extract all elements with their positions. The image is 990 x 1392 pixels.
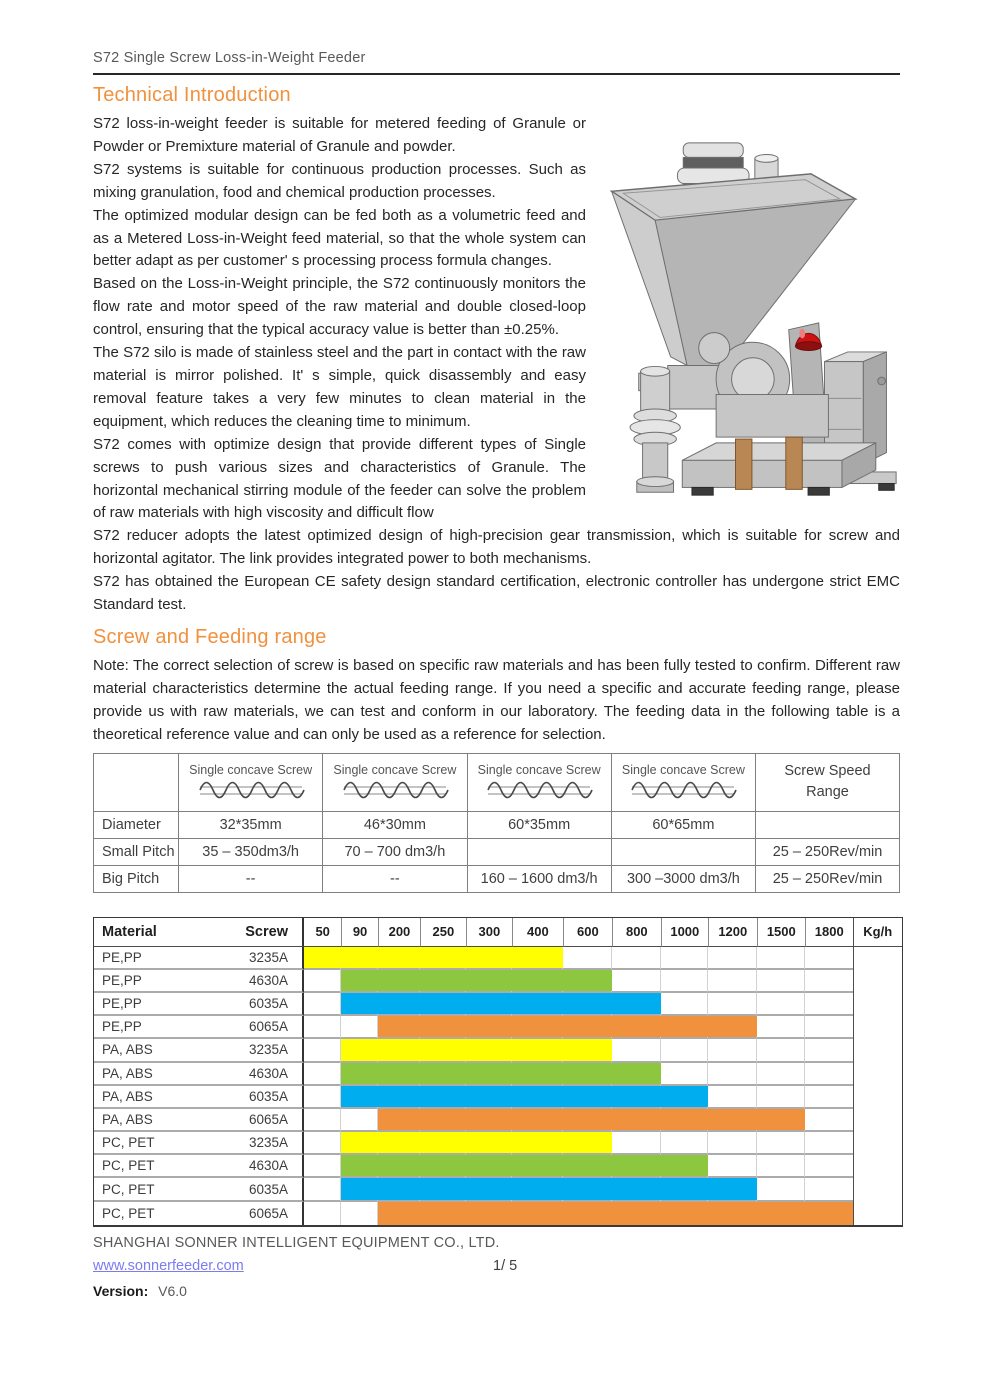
intro-paragraph: S72 loss-in-weight feeder is suitable for metered feeding of Granule or Powder or Premixture material of Granule and powder. <box>93 115 586 155</box>
chart-unit-column-cell <box>853 1016 903 1039</box>
chart-material-header: Material <box>94 918 204 947</box>
chart-grid-cell <box>805 1109 852 1132</box>
section-heading-screw-feeding-range: Screw and Feeding range <box>93 625 327 648</box>
chart-tick-label: 1000 <box>661 918 708 947</box>
chart-grid-cell <box>805 1155 852 1178</box>
chart-grid-cell <box>757 1063 805 1086</box>
chart-grid-cell <box>708 970 756 993</box>
chart-row-material: PE,PP <box>94 993 204 1016</box>
chart-row-screw: 6035A <box>204 1086 304 1109</box>
chart-row-material: PC, PET <box>94 1178 204 1201</box>
chart-row-screw: 6035A <box>204 1178 304 1201</box>
chart-grid-cell <box>304 1155 341 1178</box>
chart-grid-cell <box>805 1063 852 1086</box>
chart-range-bar <box>378 1016 757 1037</box>
chart-grid-cell <box>661 970 708 993</box>
intro-paragraph: S72 reducer adopts the latest optimized design of high-precision gear transmission, which is suitable for screw and horizontal agitator. The link provides integrated power to both mechanisms. <box>93 527 900 568</box>
intro-paragraph: S72 comes with optimize design that provide different types of Single screws to push various sizes and characteristics of Granule. The horizontal mechanical stirring module of the feeder can solve the problem of raw materials with high viscosity and difficult flow <box>93 435 586 522</box>
website-link[interactable]: www.sonnerfeeder.com <box>93 1257 244 1274</box>
chart-grid-cell <box>612 1039 660 1062</box>
chart-grid-cell <box>341 1109 377 1132</box>
chart-range-bar <box>341 1039 612 1060</box>
chart-range-bar <box>341 970 612 991</box>
chart-row-material: PC, PET <box>94 1155 204 1178</box>
chart-row-material: PE,PP <box>94 1016 204 1039</box>
running-header: S72 Single Screw Loss-in-Weight Feeder <box>93 50 366 66</box>
spec-speed-header: Screw Speed Range <box>756 753 900 811</box>
chart-grid-cell <box>805 1086 852 1109</box>
chart-tick-label: 1200 <box>708 918 756 947</box>
chart-range-bar <box>341 1155 708 1176</box>
chart-unit-label: Kg/h <box>853 918 903 947</box>
feeder-3d-illustration <box>600 127 900 513</box>
chart-grid-cell <box>805 970 852 993</box>
spec-row-big-pitch: Big Pitch -- -- 160 – 1600 dm3/h 300 –3000 dm3/h 25 – 250Rev/min <box>94 865 900 892</box>
chart-grid-cell <box>563 947 612 970</box>
intro-paragraph: The optimized modular design can be fed both as a volumetric feed and as a Metered Loss-in-Weight feed material, so that the whole system can better adapt as per customer' s processing process formula changes. <box>93 206 586 270</box>
chart-unit-column-cell <box>853 1155 903 1178</box>
chart-grid-cell <box>805 947 852 970</box>
chart-grid-cell <box>612 1132 660 1155</box>
chart-tick-label: 300 <box>466 918 512 947</box>
technical-introduction-body <box>93 113 900 617</box>
chart-grid-cell <box>757 1155 805 1178</box>
chart-grid-cell <box>708 1039 756 1062</box>
chart-range-bar <box>341 1063 660 1084</box>
chart-row-material: PA, ABS <box>94 1039 204 1062</box>
spec-row-small-pitch: Small Pitch 35 – 350dm3/h 70 – 700 dm3/h 25 – 250Rev/min <box>94 838 900 865</box>
chart-row-material: PC, PET <box>94 1132 204 1155</box>
chart-grid-cell <box>757 1132 805 1155</box>
chart-grid-cell <box>661 947 708 970</box>
screw-profile-icon <box>196 779 306 801</box>
chart-grid-cell <box>757 1178 805 1201</box>
chart-grid-cell <box>304 1016 341 1039</box>
version-label: Version: <box>93 1282 149 1299</box>
chart-range-bar <box>378 1202 853 1225</box>
chart-row-material: PC, PET <box>102 1205 155 1221</box>
chart-grid-cell <box>341 1016 377 1039</box>
chart-row-screw: 3235A <box>204 1039 304 1062</box>
footer-company: SHANGHAI SONNER INTELLIGENT EQUIPMENT CO., LTD. <box>93 1234 500 1251</box>
chart-grid-cell <box>708 1155 756 1178</box>
chart-row-material: PA, ABS <box>94 1063 204 1086</box>
chart-grid-cell <box>661 1039 708 1062</box>
chart-row-screw: 6065A <box>204 1202 304 1225</box>
chart-grid-cell <box>708 947 756 970</box>
chart-row-screw: 6065A <box>204 1109 304 1132</box>
page-footer <box>93 1235 900 1299</box>
page-number: 1/ 5 <box>493 1257 518 1274</box>
product-image <box>600 127 900 513</box>
chart-grid-cell <box>757 947 805 970</box>
screw-spec-table <box>93 753 900 893</box>
chart-grid-cell <box>708 1063 756 1086</box>
chart-range-bar <box>341 993 660 1014</box>
chart-grid-cell <box>757 1016 805 1039</box>
feeding-range-chart <box>93 917 903 1227</box>
chart-row-screw: 6065A <box>204 1016 304 1039</box>
chart-row-screw: 3235A <box>204 947 304 970</box>
chart-grid-cell <box>304 1178 341 1201</box>
chart-unit-column-cell <box>853 1202 903 1225</box>
chart-grid-cell <box>805 1016 852 1039</box>
spec-corner-cell <box>94 753 179 811</box>
spec-screw-header: Single concave Screw <box>179 753 323 811</box>
header-rule <box>93 73 900 75</box>
chart-unit-column-cell <box>853 1132 903 1155</box>
chart-grid-cell <box>757 970 805 993</box>
chart-grid-cell <box>757 1086 805 1109</box>
chart-grid-cell <box>708 1086 756 1109</box>
chart-grid-cell <box>805 1178 852 1201</box>
chart-grid-cell <box>661 993 708 1016</box>
chart-screw-header: Screw <box>204 918 304 947</box>
chart-grid-cell <box>304 993 341 1016</box>
chart-grid-cell <box>304 1086 341 1109</box>
chart-row-material: PA, ABS <box>94 1109 204 1132</box>
intro-paragraph: S72 has obtained the European CE safety design standard certification, electronic controller has undergone strict EMC Standard test. <box>93 573 900 614</box>
chart-tick-label: 600 <box>563 918 612 947</box>
intro-paragraph: The S72 silo is made of stainless steel and the part in contact with the raw material is mirror polished. It' s simple, quick disassembly and easy removal feature takes a very few minutes to clean material in the equipment, which reduces the cleaning time to minimum. <box>93 344 586 430</box>
screw-profile-icon <box>340 779 450 801</box>
chart-range-bar <box>304 947 563 968</box>
chart-row-material: PE,PP <box>94 947 204 970</box>
chart-row-screw: 3235A <box>204 1132 304 1155</box>
chart-grid-cell <box>708 993 756 1016</box>
chart-unit-column-cell <box>853 1109 903 1132</box>
chart-tick-label: 800 <box>612 918 660 947</box>
chart-unit-column-cell <box>853 947 903 970</box>
chart-grid-cell <box>757 1039 805 1062</box>
chart-tick-label: 400 <box>512 918 563 947</box>
chart-grid-cell <box>304 1202 341 1225</box>
spec-row-diameter: Diameter 32*35mm 46*30mm 60*35mm 60*65mm <box>94 811 900 838</box>
screw-profile-icon <box>628 779 738 801</box>
chart-tick-label: 90 <box>341 918 377 947</box>
chart-grid-cell <box>612 970 660 993</box>
chart-row-material: PA, ABS <box>94 1086 204 1109</box>
screw-profile-icon <box>484 779 594 801</box>
chart-grid-cell <box>304 1039 341 1062</box>
chart-range-bar <box>341 1086 708 1107</box>
chart-range-bar <box>341 1132 612 1153</box>
chart-unit-column-cell <box>853 993 903 1016</box>
spec-screw-header: Single concave Screw <box>323 753 467 811</box>
chart-tick-label: 1500 <box>757 918 805 947</box>
section-heading-technical-introduction: Technical Introduction <box>93 84 291 106</box>
chart-grid-cell <box>805 993 852 1016</box>
chart-grid-cell <box>612 947 660 970</box>
chart-grid-cell <box>708 1132 756 1155</box>
chart-unit-column-cell <box>853 1063 903 1086</box>
chart-unit-column-cell <box>853 1178 903 1201</box>
feeding-range-note: Note: The correct selection of screw is based on specific raw materials and has been fully tested to confirm. Different raw material characteristics determine the actual feeding range. If you need a specific and accurate feeding range, please provide us with raw materials, we can test and conform in our laboratory. The feeding data in the following table is a theoretical reference value and can only be used as a reference for selection. <box>93 656 900 743</box>
chart-grid-cell <box>341 1202 377 1225</box>
chart-row-screw: 4630A <box>204 970 304 993</box>
chart-grid-cell <box>805 1132 852 1155</box>
chart-grid-cell <box>757 993 805 1016</box>
version-line <box>93 1283 900 1299</box>
chart-tick-label: 1800 <box>805 918 852 947</box>
chart-unit-column-cell <box>853 1086 903 1109</box>
chart-grid-cell <box>304 1132 341 1155</box>
chart-grid-cell <box>304 970 341 993</box>
chart-grid-cell <box>805 1039 852 1062</box>
intro-paragraph: S72 systems is suitable for continuous production processes. Such as mixing granulation, food and chemical production processes. <box>93 160 586 201</box>
intro-paragraph: Based on the Loss-in-Weight principle, the S72 continuously monitors the flow rate and motor speed of the raw material and double closed-loop control, ensuring that the typical accuracy value is better than ±0.25%. <box>93 275 586 339</box>
chart-grid-cell <box>304 1109 341 1132</box>
chart-row-screw: 4630A <box>204 1155 304 1178</box>
chart-tick-label: 250 <box>420 918 465 947</box>
spec-screw-header: Single concave Screw <box>467 753 611 811</box>
chart-unit-column-cell <box>853 1039 903 1062</box>
spec-screw-header: Single concave Screw <box>611 753 755 811</box>
chart-grid-cell <box>661 1063 708 1086</box>
chart-range-bar <box>341 1178 756 1199</box>
chart-grid-cell <box>661 1132 708 1155</box>
chart-row-screw: 4630A <box>204 1063 304 1086</box>
chart-row-material: PE,PP <box>94 970 204 993</box>
chart-grid-cell <box>304 1063 341 1086</box>
chart-row-screw: 6035A <box>204 993 304 1016</box>
chart-tick-label: 50 <box>304 918 341 947</box>
chart-tick-label: 200 <box>378 918 420 947</box>
chart-unit-column-cell <box>853 970 903 993</box>
version-value: V6.0 <box>158 1282 187 1299</box>
chart-range-bar <box>378 1109 805 1130</box>
spec-header-row <box>94 753 900 811</box>
